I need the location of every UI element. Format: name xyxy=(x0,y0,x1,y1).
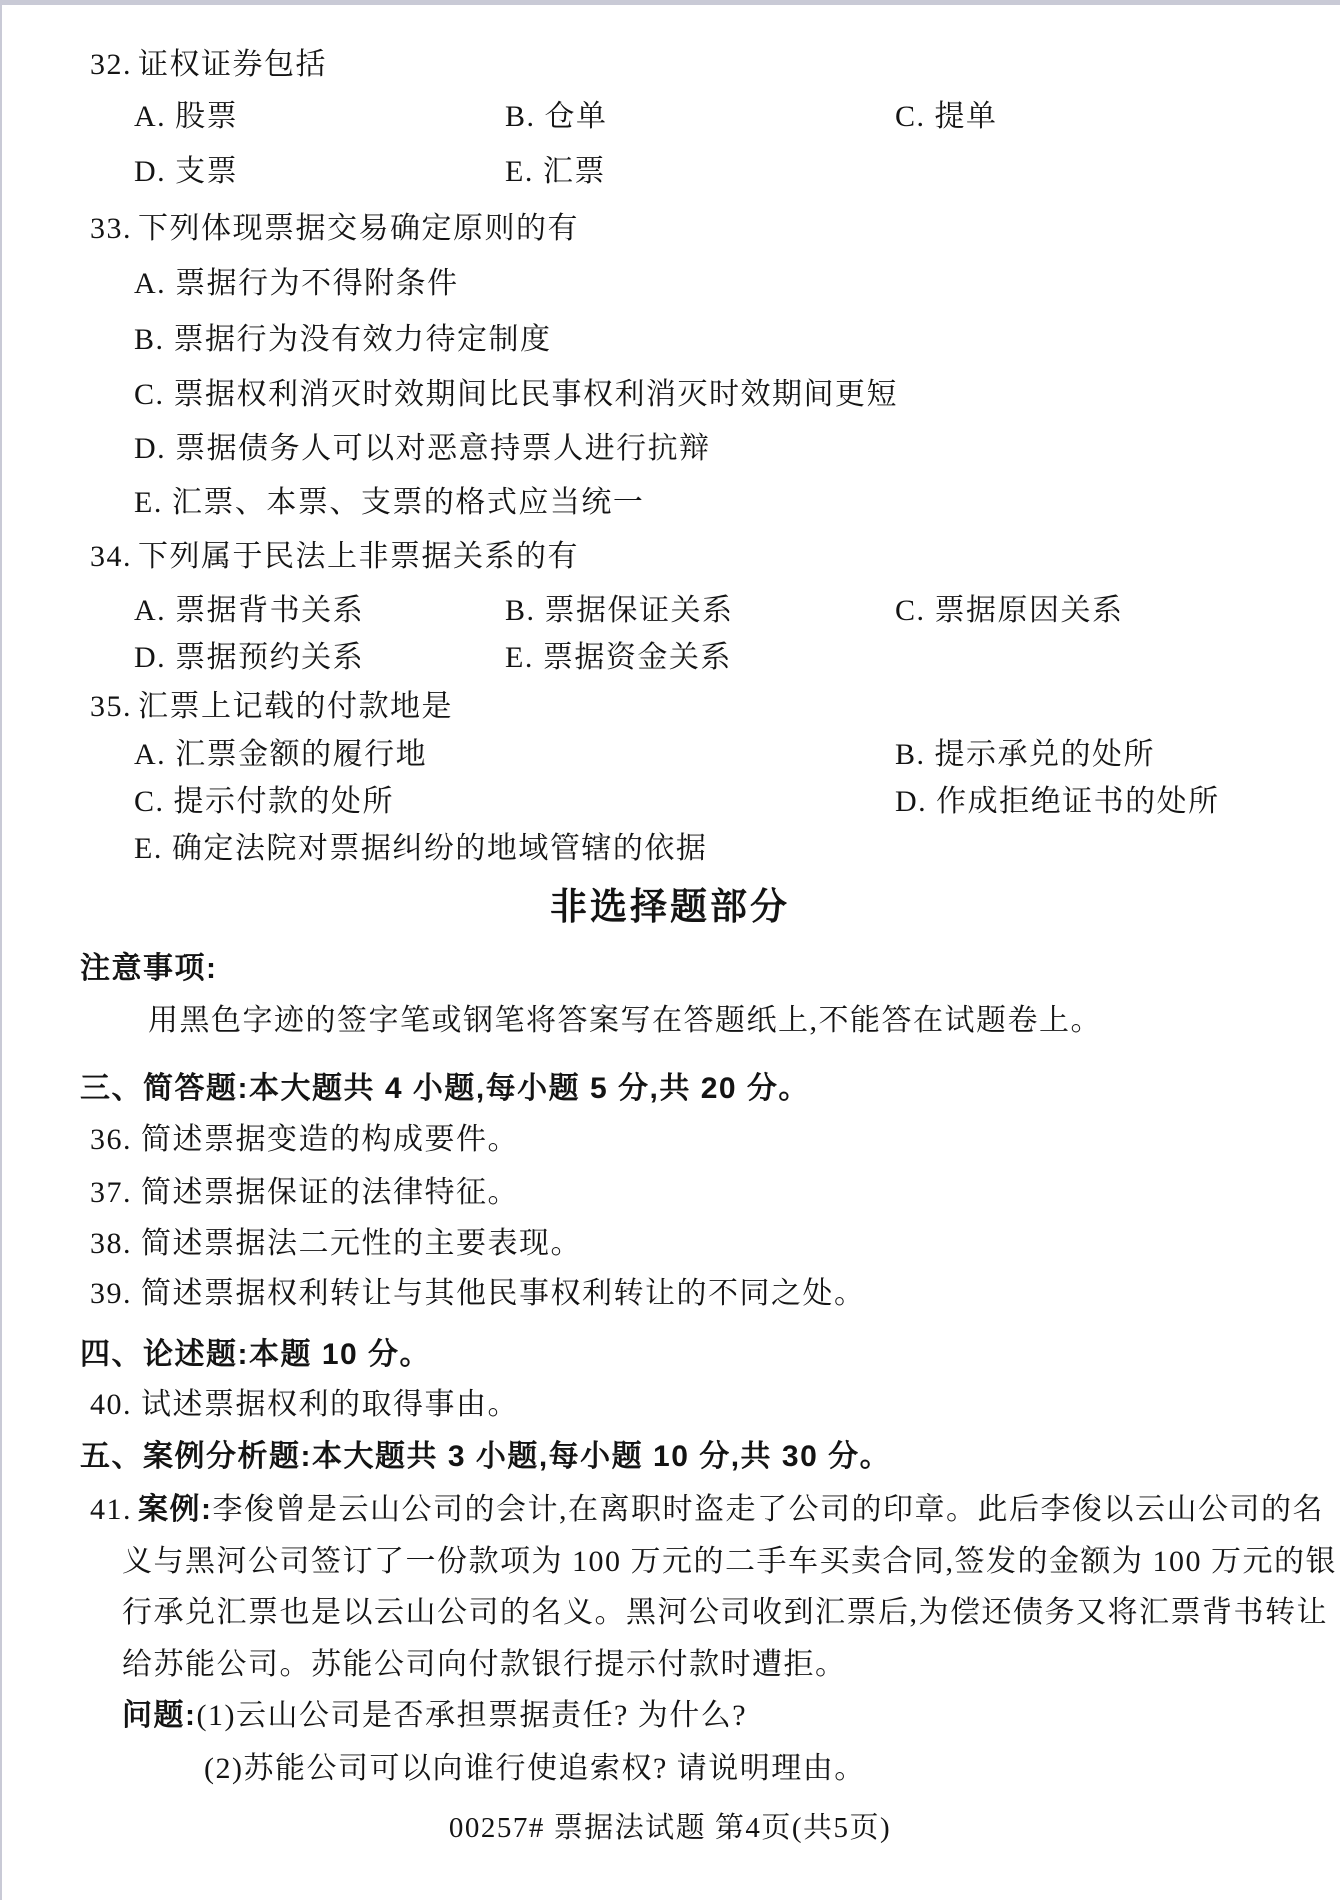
option-33-e: E. 汇票、本票、支票的格式应当统一 xyxy=(134,486,645,519)
case-text-line-2: 义与黑河公司签订了一份款项为 100 万元的二手车买卖合同,签发的金额为 100 万元的银 xyxy=(122,1545,1337,1578)
notice-title: 注意事项: xyxy=(80,952,218,985)
option-32-d: D. 支票 xyxy=(134,155,239,188)
question-41-line-1 xyxy=(0,1493,1340,1528)
case-question-label: 问题: xyxy=(122,1699,197,1732)
notice-text: 用黑色字迹的签字笔或钢笔将答案写在答题纸上,不能答在试题卷上。 xyxy=(148,1004,1102,1037)
page-footer: 00257# 票据法试题 第4页(共5页) xyxy=(448,1812,892,1844)
case-text-line-1: 李俊曾是云山公司的会计,在离职时盗走了公司的印章。此后李俊以云山公司的名 xyxy=(212,1493,1324,1526)
question-33-stem: 下列体现票据交易确定原则的有 xyxy=(138,212,579,245)
question-32 xyxy=(0,48,1340,83)
question-35-number: 35. xyxy=(90,690,132,723)
case-question-2: (2)苏能公司可以向谁行使追索权? 请说明理由。 xyxy=(204,1752,866,1785)
non-choice-section-heading: 非选择题部分 xyxy=(550,886,790,927)
option-34-a: A. 票据背书关系 xyxy=(134,594,365,627)
option-34-d: D. 票据预约关系 xyxy=(134,641,365,674)
question-40: 40. 试述票据权利的取得事由。 xyxy=(90,1388,519,1421)
case-question-1 xyxy=(0,1699,1340,1734)
option-32-c: C. 提单 xyxy=(895,100,998,133)
option-35-e: E. 确定法院对票据纠纷的地域管辖的依据 xyxy=(134,832,708,865)
option-34-c: C. 票据原因关系 xyxy=(895,594,1124,627)
section-4-title: 四、论述题:本题 10 分。 xyxy=(80,1338,432,1371)
case-text-line-4: 给苏能公司。苏能公司向付款银行提示付款时遭拒。 xyxy=(122,1648,847,1681)
option-33-c: C. 票据权利消灭时效期间比民事权利消灭时效期间更短 xyxy=(134,378,899,411)
question-35-stem: 汇票上记载的付款地是 xyxy=(138,690,453,723)
option-35-b: B. 提示承兑的处所 xyxy=(895,738,1156,771)
section-3-title: 三、简答题:本大题共 4 小题,每小题 5 分,共 20 分。 xyxy=(80,1072,810,1105)
question-38: 38. 简述票据法二元性的主要表现。 xyxy=(90,1227,582,1260)
question-33 xyxy=(0,212,1340,247)
question-35 xyxy=(0,690,1340,725)
option-35-d: D. 作成拒绝证书的处所 xyxy=(895,785,1220,818)
option-33-b: B. 票据行为没有效力待定制度 xyxy=(134,323,552,356)
question-34-stem: 下列属于民法上非票据关系的有 xyxy=(138,540,579,573)
case-text-line-3: 行承兑汇票也是以云山公司的名义。黑河公司收到汇票后,为偿还债务又将汇票背书转让 xyxy=(122,1596,1328,1629)
option-32-a: A. 股票 xyxy=(134,100,239,133)
option-34-e: E. 票据资金关系 xyxy=(505,641,732,674)
option-32-e: E. 汇票 xyxy=(505,155,606,188)
question-39: 39. 简述票据权利转让与其他民事权利转让的不同之处。 xyxy=(90,1277,866,1310)
option-35-c: C. 提示付款的处所 xyxy=(134,785,395,818)
option-33-a: A. 票据行为不得附条件 xyxy=(134,267,459,300)
question-36: 36. 简述票据变造的构成要件。 xyxy=(90,1123,519,1156)
case-question-1-text: (1)云山公司是否承担票据责任? 为什么? xyxy=(196,1699,748,1732)
question-32-stem: 证权证券包括 xyxy=(138,48,327,81)
section-5-title: 五、案例分析题:本大题共 3 小题,每小题 10 分,共 30 分。 xyxy=(80,1440,892,1473)
question-41-number: 41. xyxy=(90,1493,132,1526)
option-35-a: A. 汇票金额的履行地 xyxy=(134,738,428,771)
case-label: 案例: xyxy=(138,1493,213,1526)
question-37: 37. 简述票据保证的法律特征。 xyxy=(90,1176,519,1209)
question-33-number: 33. xyxy=(90,212,132,245)
option-33-d: D. 票据债务人可以对恶意持票人进行抗辩 xyxy=(134,432,711,465)
question-32-number: 32. xyxy=(90,48,132,81)
option-32-b: B. 仓单 xyxy=(505,100,608,133)
question-34 xyxy=(0,540,1340,575)
question-34-number: 34. xyxy=(90,540,132,573)
scan-edge-top xyxy=(0,0,1340,5)
option-34-b: B. 票据保证关系 xyxy=(505,594,734,627)
